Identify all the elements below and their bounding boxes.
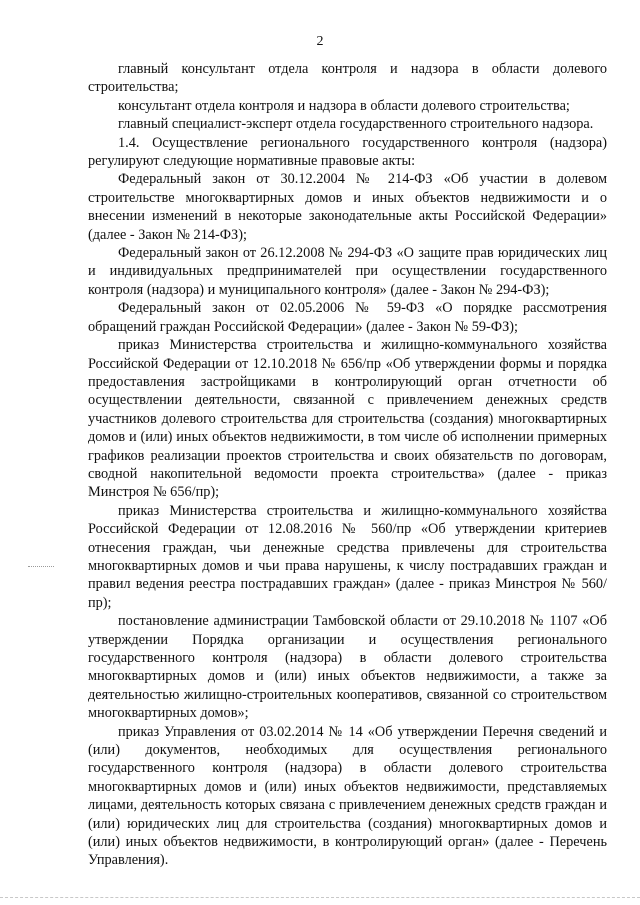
paragraph-order-656-pr: приказ Министерства строительства и жилищно-коммунального хозяйства Российской Федерации от 12.10.2018 № 656/пр «Об утверждении формы и порядка предоставления застройщиками в контролирующий орган отчетности об осуществлении деятельности, связанной с привлечением денежных средств участников долевого строительства для строительства (создания) многоквартирных домов и (или) иных объектов недвижимости, в том числе об исполнении примерных графиков реализации проектов строительства и своих обязательств по договорам, сводной накопительной ведомости проекта строительства» (далее - приказ Минстроя № 656/пр); (88, 337, 607, 501)
paragraph-consultant: консультант отдела контроля и надзора в области долевого строительства; (118, 97, 570, 114)
paragraph-resolution-1107: постановление администрации Тамбовской области от 29.10.2018 № 1107 «Об утверждении Порядка организации и осуществления регионального государственного контроля (надзора) в области долевого строительства многоквартирных домов и (или) иных объектов недвижимости, а также за деятельностью жилищно-строительных кооперативов, связанной со строительством многоквартирных домов»; (88, 613, 607, 722)
paragraph-law-59-fz: Федеральный закон от 02.05.2006 № 59-ФЗ «О порядке рассмотрения обращений граждан Российской Федерации» (далее - Закон № 59-ФЗ); (88, 300, 607, 335)
margin-scan-mark (28, 566, 54, 567)
paragraph-chief-consultant: главный консультант отдела контроля и надзора в области долевого строительства; (88, 61, 607, 96)
paragraph-law-294-fz: Федеральный закон от 26.12.2008 № 294-ФЗ «О защите прав юридических лиц и индивидуальных предпринимателей при осуществлении государственного контроля (надзора) и муниципального контроля» (далее - Закон № 294-ФЗ); (88, 245, 607, 298)
paragraph-chief-specialist: главный специалист-эксперт отдела государственного строительного надзора. (118, 116, 594, 133)
paragraph-order-14: приказ Управления от 03.02.2014 № 14 «Об утверждении Перечня сведений и (или) документов, необходимых для осуществления регионального государственного контроля (надзора) в области долевого строительства многоквартирных домов и (или) иных объектов недвижимости, представляемых лицами, деятельность которых связана с привлечением денежных средств граждан и (или) юридических лиц для строительства (создания) многоквартирных домов и (или) иных объектов недвижимости, в контролирующий орган» (далее - Перечень Управления). (88, 723, 607, 869)
paragraph-order-560-pr: приказ Министерства строительства и жилищно-коммунального хозяйства Российской Федерации от 12.08.2016 № 560/пр «Об утверждении критериев отнесения граждан, чьи денежные средства привлечены для строительства многоквартирных домов и чьи права нарушены, к числу пострадавших граждан и правил ведения реестра пострадавших граждан» (далее - приказ Минстроя № 560/пр); (88, 502, 607, 611)
scan-bottom-edge (0, 897, 640, 898)
paragraph-law-214-fz: Федеральный закон от 30.12.2004 № 214-ФЗ «Об участии в долевом строительстве многоквартирных домов и иных объектов недвижимости и о внесении изменений в некоторые законодательные акты Российской Федерации» (далее - Закон № 214-ФЗ); (88, 171, 607, 243)
paragraph-section-1-4: 1.4. Осуществление регионального государственного контроля (надзора) регулируют следующие нормативные правовые акты: (88, 134, 607, 170)
document-body (88, 60, 607, 870)
page-number: 2 (316, 34, 324, 49)
